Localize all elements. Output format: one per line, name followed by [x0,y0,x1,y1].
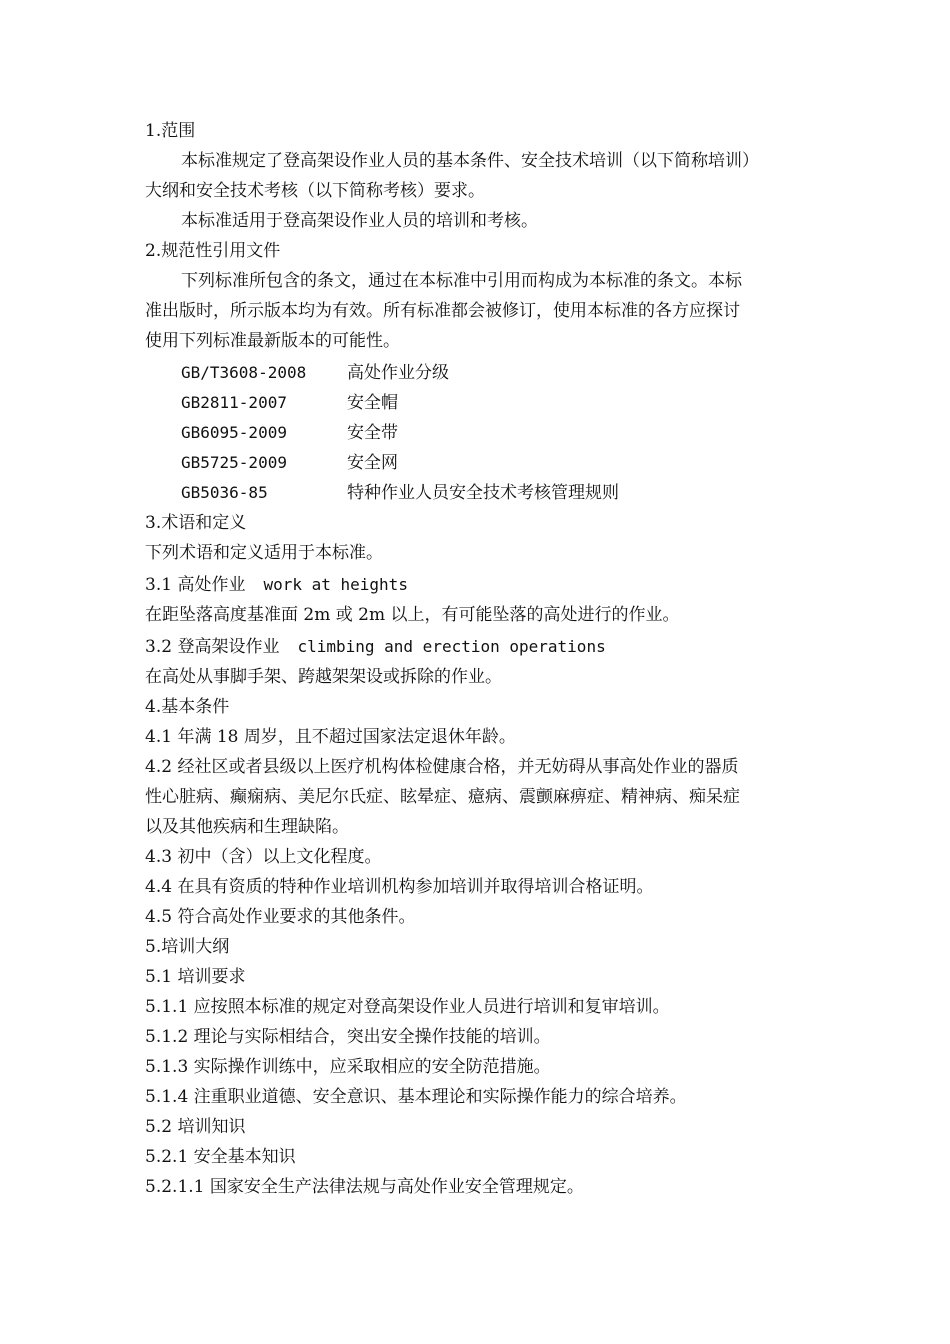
paragraph-line: 下列术语和定义适用于本标准。 [145,543,383,563]
reference-title: 特种作业人员安全技术考核管理规则 [347,483,619,503]
section-heading-references: 2.规范性引用文件 [145,241,281,261]
term-definition: 在高处从事脚手架、跨越架架设或拆除的作业。 [145,667,502,687]
term-chinese: 3.2 登高架设作业 [145,637,280,657]
reference-title: 安全帽 [347,393,398,413]
term-chinese: 3.1 高处作业 [145,575,246,595]
term-definition: 在距坠落高度基准面 2m 或 2m 以上，有可能坠落的高处进行的作业。 [145,605,680,625]
term-heading [145,570,408,600]
paragraph-line: 5.1.4 注重职业道德、安全意识、基本理论和实际操作能力的综合培养。 [145,1087,687,1107]
paragraph-line: 4.3 初中（含）以上文化程度。 [145,847,382,867]
subsection-heading: 5.1 培训要求 [145,967,246,987]
paragraph-line: 4.2 经社区或者县级以上医疗机构体检健康合格，并无妨碍从事高处作业的器质 [145,757,739,777]
paragraph-line: 本标准适用于登高架设作业人员的培训和考核。 [181,211,538,231]
paragraph-line: 下列标准所包含的条文，通过在本标准中引用而构成为本标准的条文。本标 [181,271,742,291]
paragraph-line: 5.1.2 理论与实际相结合，突出安全操作技能的培训。 [145,1027,551,1047]
paragraph-line: 以及其他疾病和生理缺陷。 [145,817,349,837]
reference-title: 高处作业分级 [347,363,449,383]
section-heading-terms: 3.术语和定义 [145,513,247,533]
paragraph-line: 4.1 年满 18 周岁，且不超过国家法定退休年龄。 [145,727,516,747]
paragraph-line: 本标准规定了登高架设作业人员的基本条件、安全技术培训（以下简称培训） [181,151,759,171]
subsection-heading: 5.2 培训知识 [145,1117,246,1137]
reference-title: 安全带 [347,423,398,443]
paragraph-line: 4.4 在具有资质的特种作业培训机构参加培训并取得培训合格证明。 [145,877,654,897]
section-heading-training: 5.培训大纲 [145,937,230,957]
paragraph-line: 5.1.1 应按照本标准的规定对登高架设作业人员进行培训和复审培训。 [145,997,670,1017]
subsection-heading: 5.2.1 安全基本知识 [145,1147,296,1167]
reference-code: GB2811-2007 [181,393,287,412]
paragraph-line: 4.5 符合高处作业要求的其他条件。 [145,907,416,927]
paragraph-line: 5.1.3 实际操作训练中，应采取相应的安全防范措施。 [145,1057,551,1077]
paragraph-line: 使用下列标准最新版本的可能性。 [145,331,400,351]
reference-code: GB5725-2009 [181,453,287,472]
section-heading-scope: 1.范围 [145,121,196,141]
paragraph-line: 性心脏病、癫痫病、美尼尔氏症、眩晕症、癔病、震颤麻痹症、精神病、痴呆症 [145,787,740,807]
reference-code: GB5036-85 [181,483,268,502]
reference-code: GB6095-2009 [181,423,287,442]
paragraph-line: 准出版时，所示版本均为有效。所有标准都会被修订，使用本标准的各方应探讨 [145,301,740,321]
term-english: climbing and erection operations [297,637,606,656]
term-english: work at heights [263,575,408,594]
reference-code: GB/T3608-2008 [181,363,307,382]
term-heading [145,632,606,662]
section-heading-conditions: 4.基本条件 [145,697,230,717]
reference-title: 安全网 [347,453,398,473]
paragraph-line: 大纲和安全技术考核（以下简称考核）要求。 [145,181,485,201]
paragraph-line: 5.2.1.1 国家安全生产法律法规与高处作业安全管理规定。 [145,1177,584,1197]
